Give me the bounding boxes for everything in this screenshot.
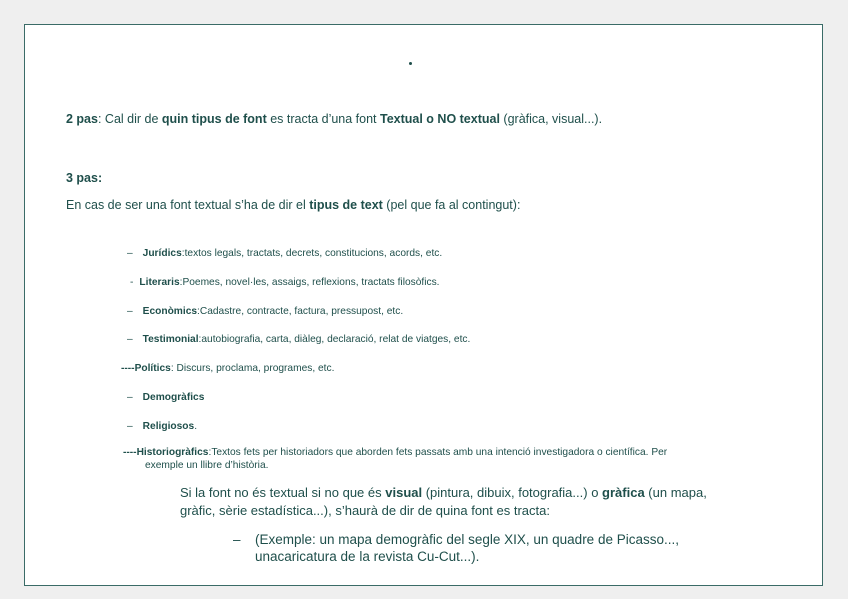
type-desc: :textos legals, tractats, decrets, constitucions, acords, etc. bbox=[181, 248, 443, 259]
list-item bbox=[127, 247, 442, 260]
example-line1 bbox=[233, 531, 753, 548]
step2-bold2: Textual o NO textual bbox=[380, 112, 500, 126]
visual-text3: (un mapa, bbox=[644, 485, 707, 500]
list-bullet: ---- bbox=[123, 447, 137, 458]
visual-line1 bbox=[180, 484, 760, 502]
example-bullet: – bbox=[233, 532, 241, 547]
list-item bbox=[130, 276, 440, 289]
visual-bold2: gràfica bbox=[602, 485, 645, 500]
step3-bold1: tipus de text bbox=[309, 198, 383, 212]
type-desc: :Cadastre, contracte, factura, pressupost, etc. bbox=[197, 306, 404, 317]
example-text1: (Exemple: un mapa demogràfic del segle XIX, un quadre de Picasso..., bbox=[255, 532, 679, 547]
visual-line2: gràfic, sèrie estadística...), s’haurà de dir de quina font es tracta: bbox=[180, 503, 550, 518]
visual-text2: (pintura, dibuix, fotografia...) o bbox=[422, 485, 603, 500]
list-bullet: - bbox=[130, 277, 134, 288]
type-name: Historiogràfics bbox=[136, 447, 209, 458]
type-name: Jurídics bbox=[142, 248, 182, 259]
type-desc: . bbox=[194, 421, 198, 432]
type-desc: :Textos fets per historiadors que aborden fets passats amb una intenció investigadora o científica. Per bbox=[208, 447, 668, 458]
list-bullet: ---- bbox=[121, 363, 135, 374]
example-paragraph bbox=[233, 531, 753, 565]
list-bullet: – bbox=[127, 392, 133, 403]
list-bullet: – bbox=[127, 334, 133, 345]
step2-text1: : Cal dir de bbox=[97, 112, 162, 126]
visual-text1: Si la font no és textual si no que és bbox=[180, 485, 386, 500]
type-name: Testimonial bbox=[142, 334, 199, 345]
type-name: Literaris bbox=[139, 277, 180, 288]
hist-line1 bbox=[123, 446, 783, 459]
list-bullet: – bbox=[127, 421, 133, 432]
list-item bbox=[127, 305, 403, 318]
type-desc: :Poemes, novel·les, assaigs, reflexions, tractats filosòfics. bbox=[179, 277, 440, 288]
list-bullet: – bbox=[127, 248, 133, 259]
type-name: Econòmics bbox=[142, 306, 198, 317]
step2-text2: es tracta d’una font bbox=[266, 112, 380, 126]
step2-bold1: quin tipus de font bbox=[161, 112, 267, 126]
step3-text2: (pel que fa al contingut): bbox=[382, 198, 521, 212]
list-item-historiografics bbox=[123, 446, 783, 472]
step2-label: 2 pas bbox=[66, 112, 98, 126]
visual-paragraph bbox=[180, 484, 760, 520]
type-desc: : Discurs, proclama, programes, etc. bbox=[170, 363, 335, 374]
list-item bbox=[127, 333, 470, 346]
type-name: Polítics bbox=[134, 363, 171, 374]
type-desc: :autobiografia, carta, diàleg, declaració, relat de viatges, etc. bbox=[198, 334, 471, 345]
list-item bbox=[127, 391, 204, 404]
step2-text3: (gràfica, visual...). bbox=[499, 112, 603, 126]
list-bullet: – bbox=[127, 306, 133, 317]
example-line2: unacaricatura de la revista Cu-Cut...). bbox=[255, 549, 480, 564]
visual-bold1: visual bbox=[385, 485, 423, 500]
type-name: Religiosos bbox=[142, 421, 195, 432]
type-name: Demogràfics bbox=[142, 392, 205, 403]
list-item bbox=[127, 420, 197, 433]
step3-text1: En cas de ser una font textual s’ha de dir el bbox=[66, 198, 310, 212]
hist-line2: exemple un llibre d’història. bbox=[145, 460, 269, 471]
list-item bbox=[121, 362, 334, 375]
step3-label: 3 pas: bbox=[66, 171, 103, 185]
